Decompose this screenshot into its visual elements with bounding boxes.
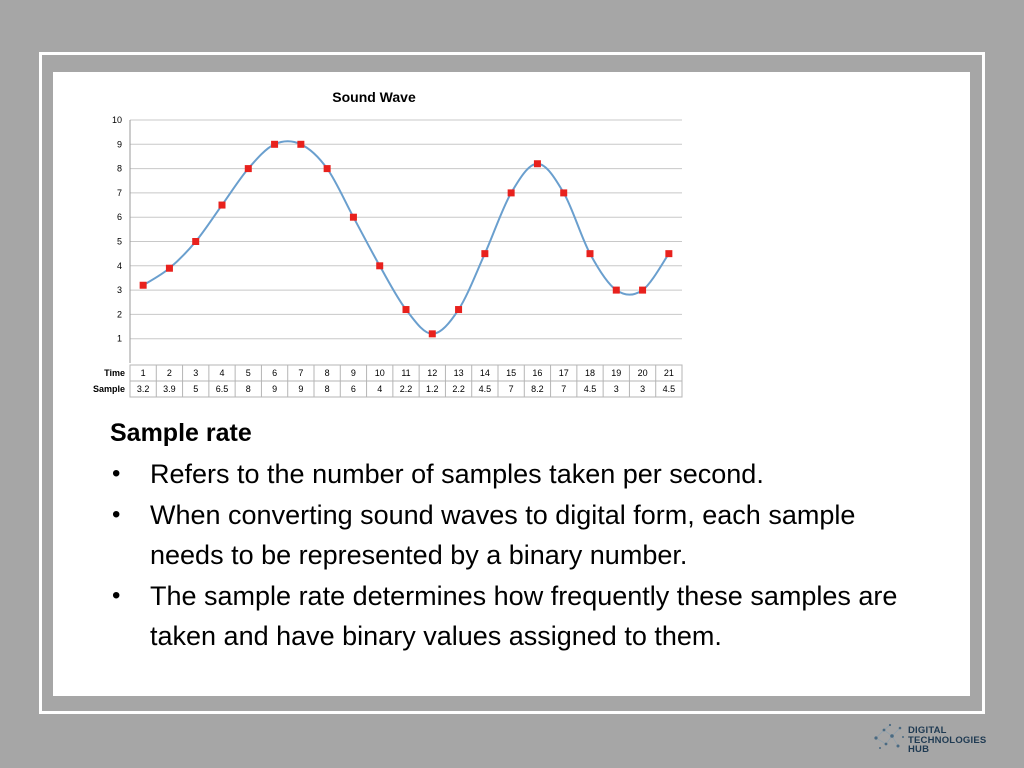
table-sample-cell: 5	[193, 384, 199, 394]
data-point	[613, 287, 620, 294]
table-row-label: Time	[104, 368, 125, 378]
data-point	[429, 330, 436, 337]
table-time-cell: 10	[374, 368, 385, 378]
series-line	[143, 141, 669, 334]
y-tick-label: 9	[116, 139, 122, 150]
data-point	[403, 306, 410, 313]
table-sample-cell: 9	[298, 384, 304, 394]
table-sample-cell: 8.2	[531, 384, 544, 394]
table-sample-cell: 2.2	[399, 384, 413, 394]
table-sample-cell: 9	[272, 384, 278, 394]
digital-technologies-hub-logo	[872, 722, 994, 758]
table-row-label: Sample	[92, 384, 125, 394]
bullet-text: The sample rate determines how frequently these samples are taken and have binary values assigned to them.	[150, 580, 898, 651]
sound-wave-chart	[88, 80, 688, 400]
data-point	[376, 262, 383, 269]
table-time-cell: 16	[532, 368, 543, 378]
table-time-cell: 6	[272, 368, 278, 378]
table-sample-cell: 4.5	[662, 384, 676, 394]
table-sample-cell: 3	[640, 384, 646, 394]
table-sample-cell: 8	[245, 384, 251, 394]
table-time-cell: 5	[245, 368, 251, 378]
data-point	[350, 214, 357, 221]
bullet-list	[110, 454, 930, 657]
table-time-cell: 14	[479, 368, 490, 378]
data-point	[665, 250, 672, 257]
data-point	[271, 141, 278, 148]
table-sample-cell: 7	[561, 384, 567, 394]
logo-text	[908, 726, 986, 755]
table-sample-cell: 4.5	[583, 384, 597, 394]
table-time-cell: 9	[350, 368, 356, 378]
table-sample-cell: 4	[377, 384, 383, 394]
table-time-cell: 13	[453, 368, 464, 378]
bullet-item	[110, 576, 930, 657]
table-time-cell: 18	[584, 368, 596, 378]
y-tick-label: 5	[116, 236, 122, 247]
data-point	[219, 202, 226, 209]
table-sample-cell: 3.2	[136, 384, 150, 394]
chart-svg	[88, 80, 688, 400]
data-point	[455, 306, 462, 313]
table-time-cell: 1	[140, 368, 146, 378]
table-time-cell: 8	[324, 368, 330, 378]
bullet-text: Refers to the number of samples taken per second.	[150, 459, 764, 489]
table-time-cell: 3	[193, 368, 199, 378]
y-tick-label: 4	[116, 260, 122, 271]
data-point	[481, 250, 488, 257]
table-sample-cell: 1.2	[426, 384, 439, 394]
bullet-item	[110, 454, 930, 495]
bullet-dot: •	[112, 460, 121, 487]
data-point	[508, 189, 515, 196]
data-point	[192, 238, 199, 245]
logo-line: HUB	[908, 744, 930, 755]
data-point	[560, 189, 567, 196]
table-time-cell: 20	[637, 368, 648, 378]
table-time-cell: 12	[427, 368, 438, 378]
table-time-cell: 15	[506, 368, 517, 378]
y-tick-label: 1	[116, 333, 122, 344]
table-time-cell: 7	[298, 368, 304, 378]
chart-title: Sound Wave	[332, 89, 416, 105]
table-sample-cell: 6	[350, 384, 356, 394]
y-tick-label: 7	[116, 187, 122, 198]
bullet-dot: •	[112, 500, 121, 528]
table-sample-cell: 4.5	[478, 384, 492, 394]
data-point	[297, 141, 304, 148]
table-sample-cell: 3.9	[163, 384, 176, 394]
bullet-item	[110, 495, 930, 576]
table-sample-cell: 7	[508, 384, 514, 394]
y-tick-label: 10	[111, 115, 122, 125]
table-sample-cell: 3	[613, 384, 619, 394]
table-time-cell: 17	[558, 368, 569, 378]
data-point	[534, 160, 541, 167]
logo-line: TECHNOLOGIES	[908, 734, 987, 746]
table-sample-cell: 2.2	[452, 384, 465, 394]
table-sample-cell: 6.5	[215, 384, 229, 394]
table-time-cell: 19	[611, 368, 622, 378]
y-tick-label: 3	[116, 285, 122, 296]
y-tick-label: 8	[116, 163, 122, 174]
y-tick-label: 6	[116, 212, 122, 223]
table-time-cell: 21	[663, 368, 674, 378]
network-dots-icon	[872, 722, 906, 752]
content-block	[110, 412, 930, 657]
data-point	[587, 250, 594, 257]
data-point	[245, 165, 252, 172]
table-time-cell: 2	[166, 368, 172, 378]
data-point	[140, 282, 147, 289]
bullet-text: When converting sound waves to digital form, each sample needs to be represented by a binary number.	[150, 499, 856, 570]
bullet-dot: •	[112, 581, 121, 609]
y-tick-label: 2	[116, 309, 122, 320]
table-time-cell: 11	[401, 368, 411, 378]
logo-line: DIGITAL	[908, 725, 947, 736]
data-point	[166, 265, 173, 272]
data-point	[639, 287, 646, 294]
section-heading: Sample rate	[110, 419, 252, 447]
data-point	[324, 165, 331, 172]
table-sample-cell: 8	[324, 384, 330, 394]
table-time-cell: 4	[219, 368, 225, 378]
